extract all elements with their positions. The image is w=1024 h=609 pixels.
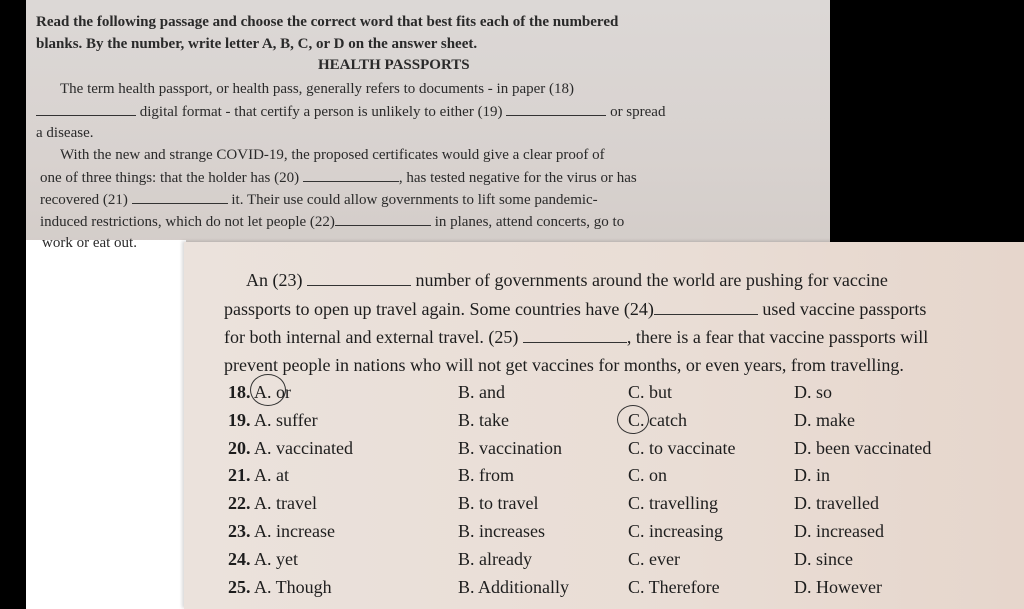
question-number-and-option-a: [228, 521, 335, 542]
option-d: D. make: [794, 409, 855, 430]
passage-line: induced restrictions, which do not let people (22) in planes, attend concerts, go to: [40, 214, 625, 230]
option-b: B. vaccination: [458, 437, 562, 458]
passage-line: a disease.: [36, 125, 94, 141]
passage-line: digital format - that certify a person is unlikely to either (19) or spread: [36, 103, 665, 121]
blank-24: [654, 302, 758, 315]
question-number-and-option-a: [228, 465, 289, 486]
option-d: D. increased: [794, 521, 884, 541]
option-b: B. increases: [458, 521, 545, 541]
question-number-and-option-a: [228, 438, 353, 459]
blank-18: [36, 103, 136, 116]
option-a: A. yet: [250, 548, 298, 569]
question-number: 18.: [228, 382, 251, 402]
passage-line: The term health passport, or health pass, generally refers to documents - in paper (18): [60, 81, 574, 97]
passage-line: work or eat out.: [42, 235, 137, 251]
passage-line: recovered (21) it. Their use could allow governments to lift some pandemic-: [40, 192, 598, 208]
option-c: C. increasing: [628, 521, 723, 541]
blank-19: [506, 103, 606, 116]
option-a: A. at: [250, 465, 289, 486]
option-d: D. since: [794, 548, 853, 569]
option-c: C. Therefore: [628, 576, 720, 597]
answer-circle-mark: [617, 405, 649, 434]
passage-line: An (23) number of governments around the world are pushing for vaccine: [246, 270, 888, 290]
passage-line: one of three things: that the holder has (20) , has tested negative for the virus or has: [40, 170, 637, 186]
question-number: 19.: [228, 409, 251, 430]
question-number: 21.: [228, 465, 251, 486]
option-b: B. take: [458, 409, 509, 430]
question-number: 23.: [228, 521, 251, 541]
option-b: B. to travel: [458, 493, 539, 514]
option-d: D. in: [794, 465, 830, 486]
option-a: A. increase: [250, 521, 335, 541]
option-d: D. travelled: [794, 493, 879, 514]
blank-20: [303, 169, 399, 182]
option-c: C. catch: [628, 409, 687, 430]
option-a: A. or: [250, 382, 291, 402]
option-a: A. travel: [250, 493, 317, 514]
option-b: B. Additionally: [458, 576, 570, 597]
option-c: C. travelling: [628, 493, 718, 514]
answer-circle-mark: [250, 374, 286, 406]
passage-line: for both internal and external travel. (25) , there is a fear that vaccine passports will: [224, 327, 929, 347]
instructions-line-1: Read the following passage and choose the correct word that best fits each of the numbered: [36, 14, 619, 30]
question-number-and-option-a: [228, 549, 298, 570]
option-d: D. been vaccinated: [794, 437, 932, 458]
option-c: C. to vaccinate: [628, 437, 736, 458]
passage-line: With the new and strange COVID-19, the proposed certificates would give a clear proof of: [60, 147, 605, 163]
question-number: 22.: [228, 493, 251, 514]
option-c: C. on: [628, 465, 668, 486]
question-number-and-option-a: [228, 410, 318, 431]
option-b: B. already: [458, 548, 532, 569]
option-d: D. so: [794, 382, 833, 402]
question-number-and-option-a: [228, 577, 332, 598]
option-a: A. suffer: [250, 409, 318, 430]
option-c: C. ever: [628, 548, 680, 569]
passage-line: prevent people in nations who will not get vaccines for months, or even years, from travelling.: [224, 355, 904, 375]
question-number: 24.: [228, 548, 251, 569]
option-a: A. vaccinated: [250, 437, 353, 458]
passage-title: HEALTH PASSPORTS: [318, 57, 470, 73]
white-background-area: [26, 240, 186, 609]
passage-line: passports to open up travel again. Some countries have (24) used vaccine passports: [224, 299, 927, 319]
blank-21: [132, 191, 228, 204]
option-d: D. However: [794, 576, 882, 597]
option-b: B. from: [458, 465, 514, 486]
option-c: C. but: [628, 382, 673, 402]
question-number: 20.: [228, 437, 251, 458]
blank-22: [335, 213, 431, 226]
blank-23: [307, 273, 411, 286]
option-b: B. and: [458, 382, 505, 402]
question-number: 25.: [228, 576, 251, 597]
blank-25: [523, 330, 627, 343]
option-a: A. Though: [250, 576, 332, 597]
instructions-line-2: blanks. By the number, write letter A, B, C, or D on the answer sheet.: [36, 36, 478, 52]
question-number-and-option-a: [228, 493, 317, 514]
